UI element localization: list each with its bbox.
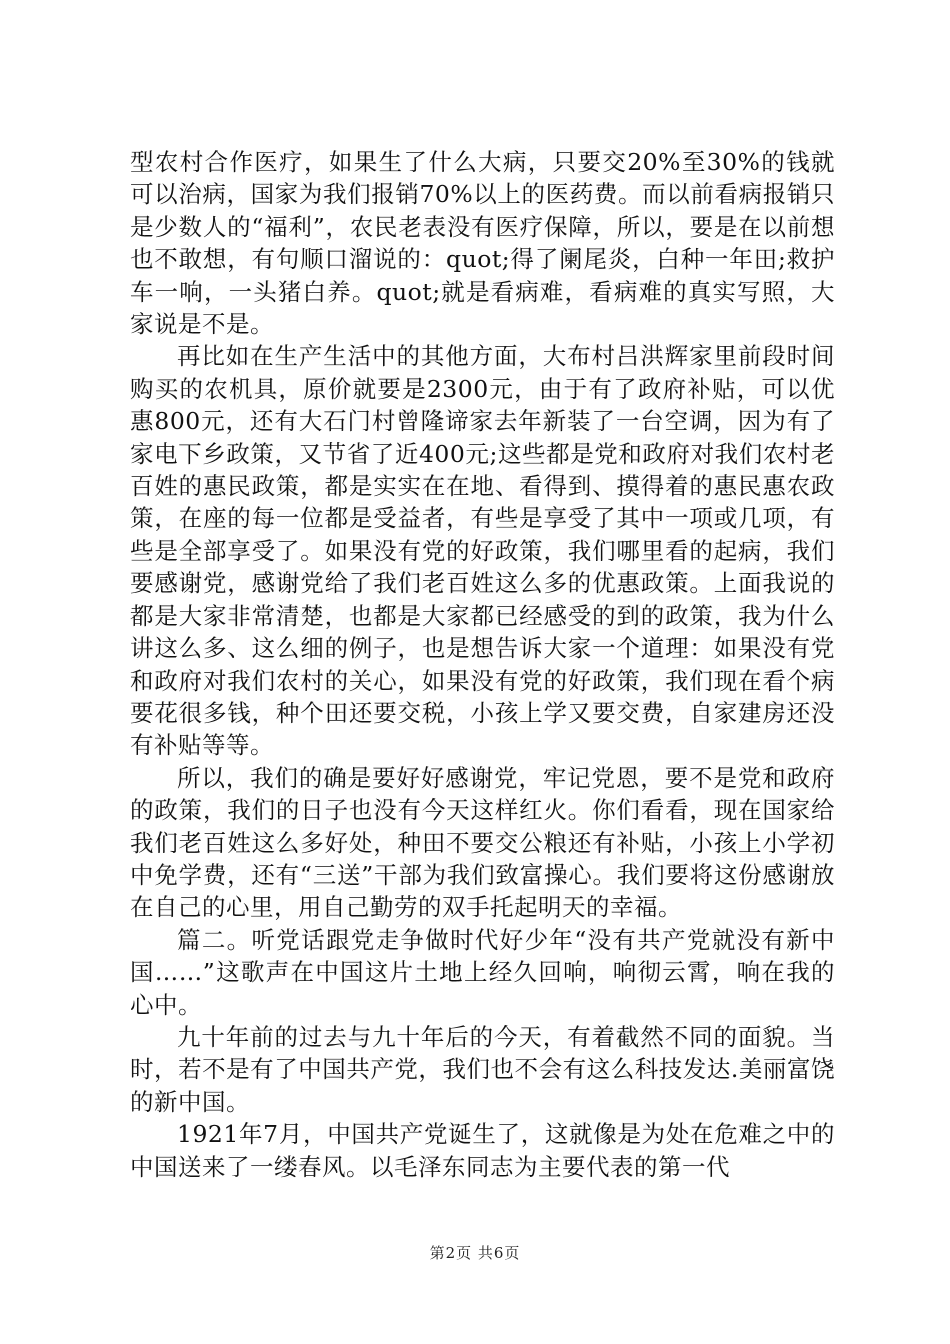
paragraph-3: 所以，我们的确是要好好感谢党，牢记党恩，要不是党和政府的政策，我们的日子也没有今天这样红火。你们看看，现在国家给我们老百姓这么多好处，种田不要交公粮还有补贴，小孩上小学初中免学费，还有“三送”干部为我们致富操心。我们要将这份感谢放在自己的心里，用自己勤劳的双手托起明天的幸福。 xyxy=(130,763,835,922)
document-body xyxy=(130,146,835,1183)
paragraph-6: 1921年7月，中国共产党诞生了，这就像是为处在危难之中的中国送来了一缕春风。以毛泽东同志为主要代表的第一代 xyxy=(130,1120,835,1181)
page-number-footer: 第2页 共6页 xyxy=(429,1244,521,1262)
paragraph-5: 九十年前的过去与九十年后的今天，有着截然不同的面貌。当时，若不是有了中国共产党，我们也不会有这么科技发达.美丽富饶的新中国。 xyxy=(130,1022,835,1116)
paragraph-2: 再比如在生产生活中的其他方面，大布村吕洪辉家里前段时间购买的农机具，原价就要是2300元，由于有了政府补贴，可以优惠800元，还有大石门村曾隆谛家去年新装了一台空调，因为有了家电下乡政策，又节省了近400元;这些都是党和政府对我们农村老百姓的惠民政策，都是实实在在地、看得到、摸得着的惠民惠农政策，在座的每一位都是受益者，有些是享受了其中一项或几项，有些是全部享受了。如果没有党的好政策，我们哪里看的起病，我们要感谢党，感谢党给了我们老百姓这么多的优惠政策。上面我说的都是大家非常清楚，也都是大家都已经感受的到的政策，我为什么讲这么多、这么细的例子，也是想告诉大家一个道理：如果没有党和政府对我们农村的关心，如果没有党的好政策，我们现在看个病要花很多钱，种个田还要交税，小孩上学又要交费，自家建房还没有补贴等等。 xyxy=(130,342,835,760)
paragraph-4: 篇二。听党话跟党走争做时代好少年“没有共产党就没有新中国……”这歌声在中国这片土地上经久回响，响彻云霄，响在我的心中。 xyxy=(130,925,835,1019)
paragraph-1: 型农村合作医疗，如果生了什么大病，只要交20%至30%的钱就可以治病，国家为我们报销70%以上的医药费。而以前看病报销只是少数人的“福利”，农民老表没有医疗保障，所以，要是在以前想也不敢想，有句顺口溜说的：quot;得了阑尾炎，白种一年田;救护车一响，一头猪白养。quot;就是看病难，看病难的真实写照，大家说是不是。 xyxy=(130,148,835,339)
